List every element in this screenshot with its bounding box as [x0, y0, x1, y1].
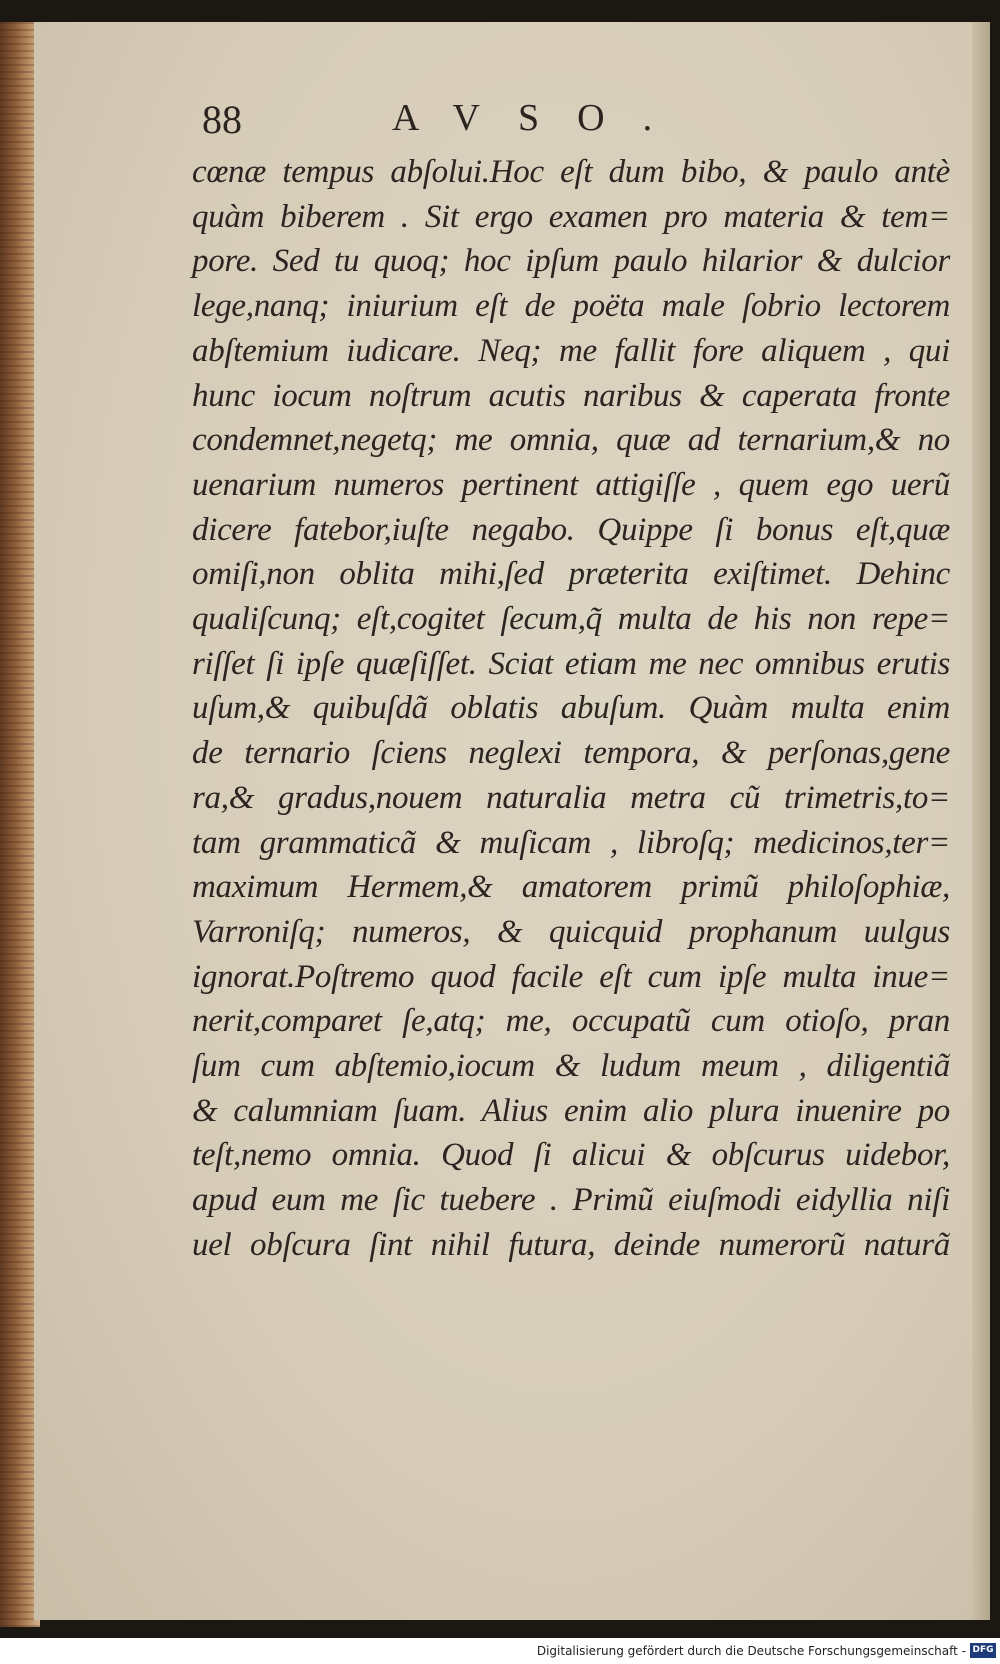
text-line: riſſet ſi ipſe quæſiſſet. Sciat etiam me nec omnibus erutis [192, 645, 950, 682]
text-line: hunc iocum noſtrum acutis naribus & caperata fronte [192, 377, 950, 414]
text-line: teſt,nemo omnia. Quod ſi alicui & obſcurus uidebor, [192, 1137, 950, 1174]
text-line: ra,& gradus,nouem naturalia metra cũ trimetris,to= [192, 779, 950, 816]
text-line: abſtemium iudicare. Neq; me fallit fore aliquem , qui [192, 332, 950, 369]
text-line: maximum Hermem,& amatorem primũ philoſophiæ, [192, 869, 950, 906]
text-line: condemnet,negetq; me omnia, quæ ad ternarium,& no [192, 422, 950, 459]
page-right-edge [972, 22, 990, 1620]
text-line: de ternario ſciens neglexi tempora, & perſonas,gene [192, 735, 950, 772]
text-line: quàm biberem . Sit ergo examen pro materia & tem= [192, 198, 950, 235]
text-line: uenarium numeros pertinent attigiſſe , quem ego uerũ [192, 466, 950, 503]
body-text [192, 150, 950, 1268]
text-line: uſum,& quibuſdã oblatis abuſum. Quàm multa enim [192, 690, 950, 727]
text-line: apud eum me ſic tuebere . Primũ eiuſmodi eidyllia niſi [192, 1182, 950, 1219]
footer-bar [0, 1638, 1000, 1664]
running-head [202, 96, 902, 146]
dfg-logo: DFG [970, 1643, 996, 1658]
text-line: Varroniſq; numeros, & quicquid prophanum uulgus [192, 913, 950, 950]
text-line: lege,nanq; iniurium eſt de poëta male ſobrio lectorem [192, 288, 950, 325]
text-line: & calumniam ſuam. Alius enim alio plura inuenire po [192, 1092, 950, 1129]
text-line: dicere fatebor,iuſte negabo. Quippe ſi bonus eſt,quæ [192, 511, 950, 548]
text-line: ſum cum abſtemio,iocum & ludum meum , diligentiã [192, 1048, 950, 1085]
text-line: omiſi,non oblita mihi,ſed præterita exiſtimet. Dehinc [192, 556, 950, 593]
page-number: 88 [202, 97, 242, 142]
running-title: AVSO. [392, 97, 691, 139]
text-line: tam grammaticã & muſicam , libroſq; medicinos,ter= [192, 824, 950, 861]
text-line: pore. Sed tu quoq; hoc ipſum paulo hilarior & dulcior [192, 243, 950, 280]
text-line: uel obſcura ſint nihil futura, deinde numerorũ naturã [192, 1226, 950, 1263]
funding-credit: Digitalisierung gefördert durch die Deutsche Forschungsgemeinschaft - [536, 1644, 966, 1658]
text-line: nerit,comparet ſe,atq; me, occupatũ cum otioſo, pran [192, 1003, 950, 1040]
text-line: ignorat.Poſtremo quod facile eſt cum ipſe multa inue= [192, 958, 950, 995]
text-line: cœnæ tempus abſolui.Hoc eſt dum bibo, & paulo antè [192, 154, 950, 190]
text-line: qualiſcunq; eſt,cogitet ſecum,q̃ multa de his non repe= [192, 601, 950, 638]
